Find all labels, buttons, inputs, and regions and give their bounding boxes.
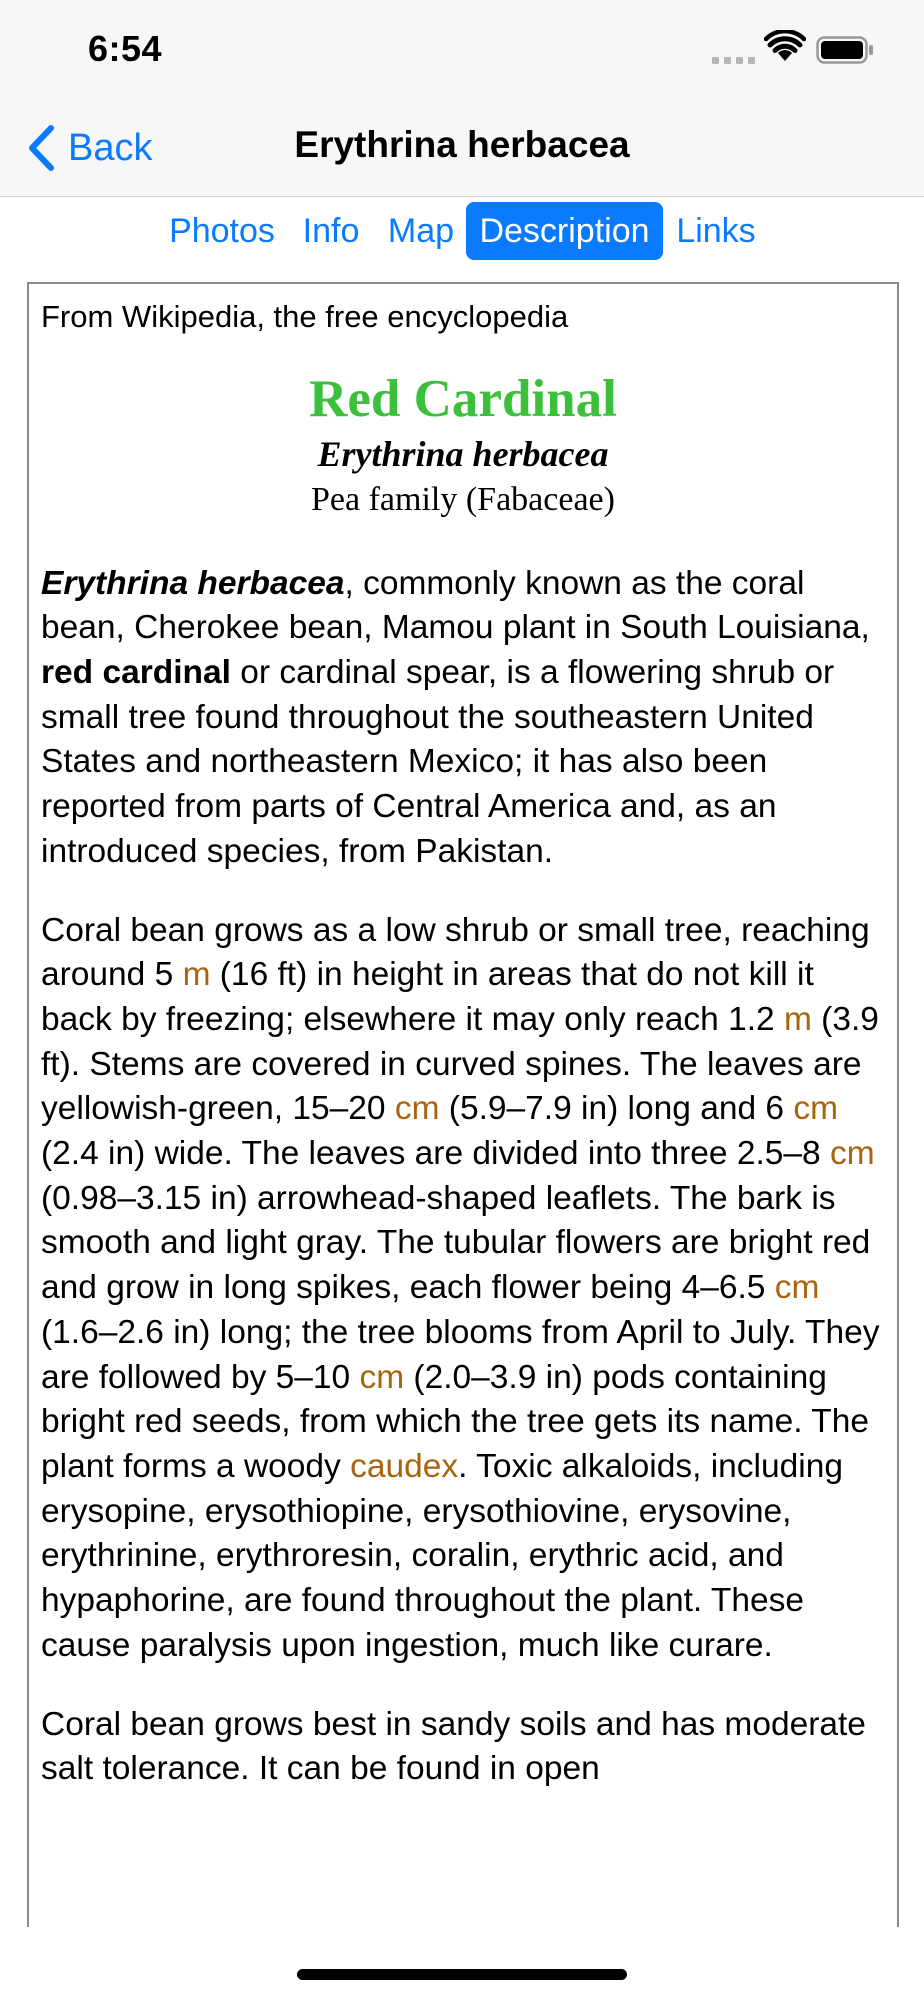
- tab-photos[interactable]: Photos: [169, 212, 275, 250]
- scientific-name: Erythrina herbacea: [317, 434, 609, 475]
- text-run: (2.4 in) wide. The leaves are divided into three 2.5–8: [41, 1135, 830, 1173]
- back-label: Back: [68, 126, 153, 169]
- battery-icon: [816, 36, 874, 64]
- link-metre[interactable]: m: [783, 1000, 812, 1038]
- wikipedia-source-line: From Wikipedia, the free encyclopedia: [41, 299, 569, 334]
- family-name: Pea family (Fabaceae): [311, 481, 615, 519]
- text-run: (5.9–7.9 in) long and 6: [439, 1090, 794, 1128]
- tab-description[interactable]: Description: [466, 202, 663, 260]
- text-run: , commonly known as the coral bean, Cherokee bean, Mamou plant in South Louisiana,: [41, 564, 870, 647]
- link-centimetre[interactable]: cm: [359, 1358, 405, 1396]
- text-run: . Toxic alkaloids, including erysopine, erysothiopine, erysothiovine, erysovine, erythrinine, erythroresin, coralin, erythric acid, and hypaphorine, are found throughout the plant. These cause paralysis upon ingestion, much like curare.: [41, 1447, 843, 1664]
- paragraph-habitat: Coral bean grows best in sandy soils and has moderate salt tolerance. It can be found in open: [41, 1705, 866, 1788]
- home-indicator[interactable]: [297, 1969, 627, 1980]
- paragraph-description: [41, 909, 885, 1669]
- link-centimetre[interactable]: cm: [793, 1090, 839, 1128]
- tab-map[interactable]: Map: [387, 212, 455, 250]
- common-name: Red Cardinal: [309, 370, 617, 429]
- status-time: 6:54: [88, 28, 163, 69]
- text-run: (2.0–3.9 in) pods containing bright red seeds, from which the tree gets its name. The plant forms a woody: [41, 1358, 869, 1485]
- tab-links[interactable]: Links: [676, 212, 756, 250]
- text-run: (3.9 ft). Stems are covered in curved spines. The leaves are yellowish-green, 15–20: [41, 1000, 879, 1128]
- segmented-control: [0, 200, 924, 262]
- text-run: Coral bean grows as a low shrub or small tree, reaching around 5: [41, 911, 870, 994]
- cellular-signal-icon: [712, 44, 756, 64]
- link-centimetre[interactable]: cm: [394, 1090, 440, 1128]
- bold-species-name: Erythrina herbacea: [41, 564, 345, 602]
- paragraph-intro: [41, 562, 885, 875]
- species-heading: [41, 369, 885, 521]
- text-run: (1.6–2.6 in) long; the tree blooms from April to July. They are followed by 5–10: [41, 1313, 880, 1396]
- link-caudex[interactable]: caudex: [350, 1447, 459, 1485]
- bold-red-cardinal: red cardinal: [41, 654, 231, 692]
- link-centimetre[interactable]: cm: [829, 1135, 875, 1173]
- link-centimetre[interactable]: cm: [774, 1269, 820, 1307]
- status-bar: [0, 0, 924, 100]
- navigation-bar: [0, 110, 924, 190]
- tab-info[interactable]: Info: [302, 212, 360, 250]
- text-run: (16 ft) in height in areas that do not kill it back by freezing; elsewhere it may only reach 1.2: [41, 956, 814, 1038]
- link-metre[interactable]: m: [182, 956, 211, 994]
- description-webview[interactable]: [27, 282, 899, 1927]
- wifi-icon: [764, 30, 806, 64]
- text-run: or cardinal spear, is a flowering shrub or small tree found throughout the southeastern United States and northeastern Mexico; it has also been reported from parts of Central America and, as an introduced species, from Pakistan.: [41, 654, 835, 870]
- page-title: Erythrina herbacea: [294, 124, 630, 165]
- text-run: (0.98–3.15 in) arrowhead-shaped leaflets. The bark is smooth and light gray. The tubular flowers are bright red and grow in long spikes, each flower being 4–6.5: [41, 1179, 871, 1307]
